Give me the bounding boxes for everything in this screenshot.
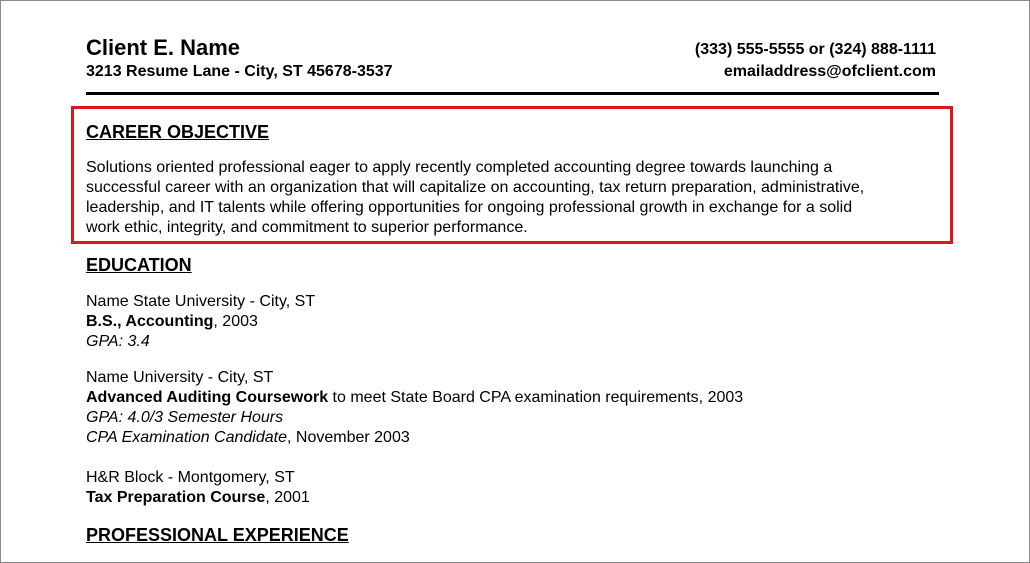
course-year: , 2001 <box>265 489 310 506</box>
education-entry <box>86 292 315 352</box>
school-name: H&R Block - Montgomery, ST <box>86 469 295 486</box>
degree-name: B.S., Accounting <box>86 313 214 330</box>
course-line <box>86 488 310 508</box>
client-name: Client E. Name <box>86 35 241 60</box>
course-name: Advanced Auditing Coursework <box>86 389 329 406</box>
professional-experience-title: PROFESSIONAL EXPERIENCE <box>86 525 349 545</box>
candidate-status: CPA Examination Candidate <box>86 429 287 446</box>
gpa: GPA: 4.0/3 Semester Hours <box>86 409 284 426</box>
career-objective-highlight <box>71 106 953 244</box>
education-entry <box>86 468 310 508</box>
career-objective-title: CAREER OBJECTIVE <box>86 122 270 142</box>
career-objective-text <box>86 158 946 238</box>
candidate-line <box>86 428 743 448</box>
degree-line <box>86 312 315 332</box>
education-entry <box>86 368 743 448</box>
objective-line: successful career with an organization that will capitalize on accounting, tax return preparation, administrative, <box>86 179 865 196</box>
objective-line: work ethic, integrity, and commitment to superior performance. <box>86 219 528 236</box>
school-name: Name State University - City, ST <box>86 293 316 310</box>
course-detail: to meet State Board CPA examination requirements, 2003 <box>328 389 744 406</box>
degree-year: , 2003 <box>213 313 258 330</box>
email-address: emailaddress@ofclient.com <box>723 63 936 80</box>
contact-info <box>695 39 936 83</box>
course-line <box>86 388 743 408</box>
school-name: Name University - City, ST <box>86 369 274 386</box>
gpa: GPA: 3.4 <box>86 333 150 350</box>
objective-line: Solutions oriented professional eager to apply recently completed accounting degree towards launching a <box>86 159 833 176</box>
phone-numbers: (333) 555-5555 or (324) 888-1111 <box>694 41 936 58</box>
education-title: EDUCATION <box>86 255 192 275</box>
client-address: 3213 Resume Lane - City, ST 45678-3537 <box>86 63 393 80</box>
header-divider <box>86 92 939 95</box>
resume-header <box>86 35 936 83</box>
course-name: Tax Preparation Course <box>86 489 266 506</box>
objective-line: leadership, and IT talents while offering opportunities for ongoing professional growth in exchange for a solid <box>86 199 853 216</box>
candidate-date: , November 2003 <box>287 429 410 446</box>
